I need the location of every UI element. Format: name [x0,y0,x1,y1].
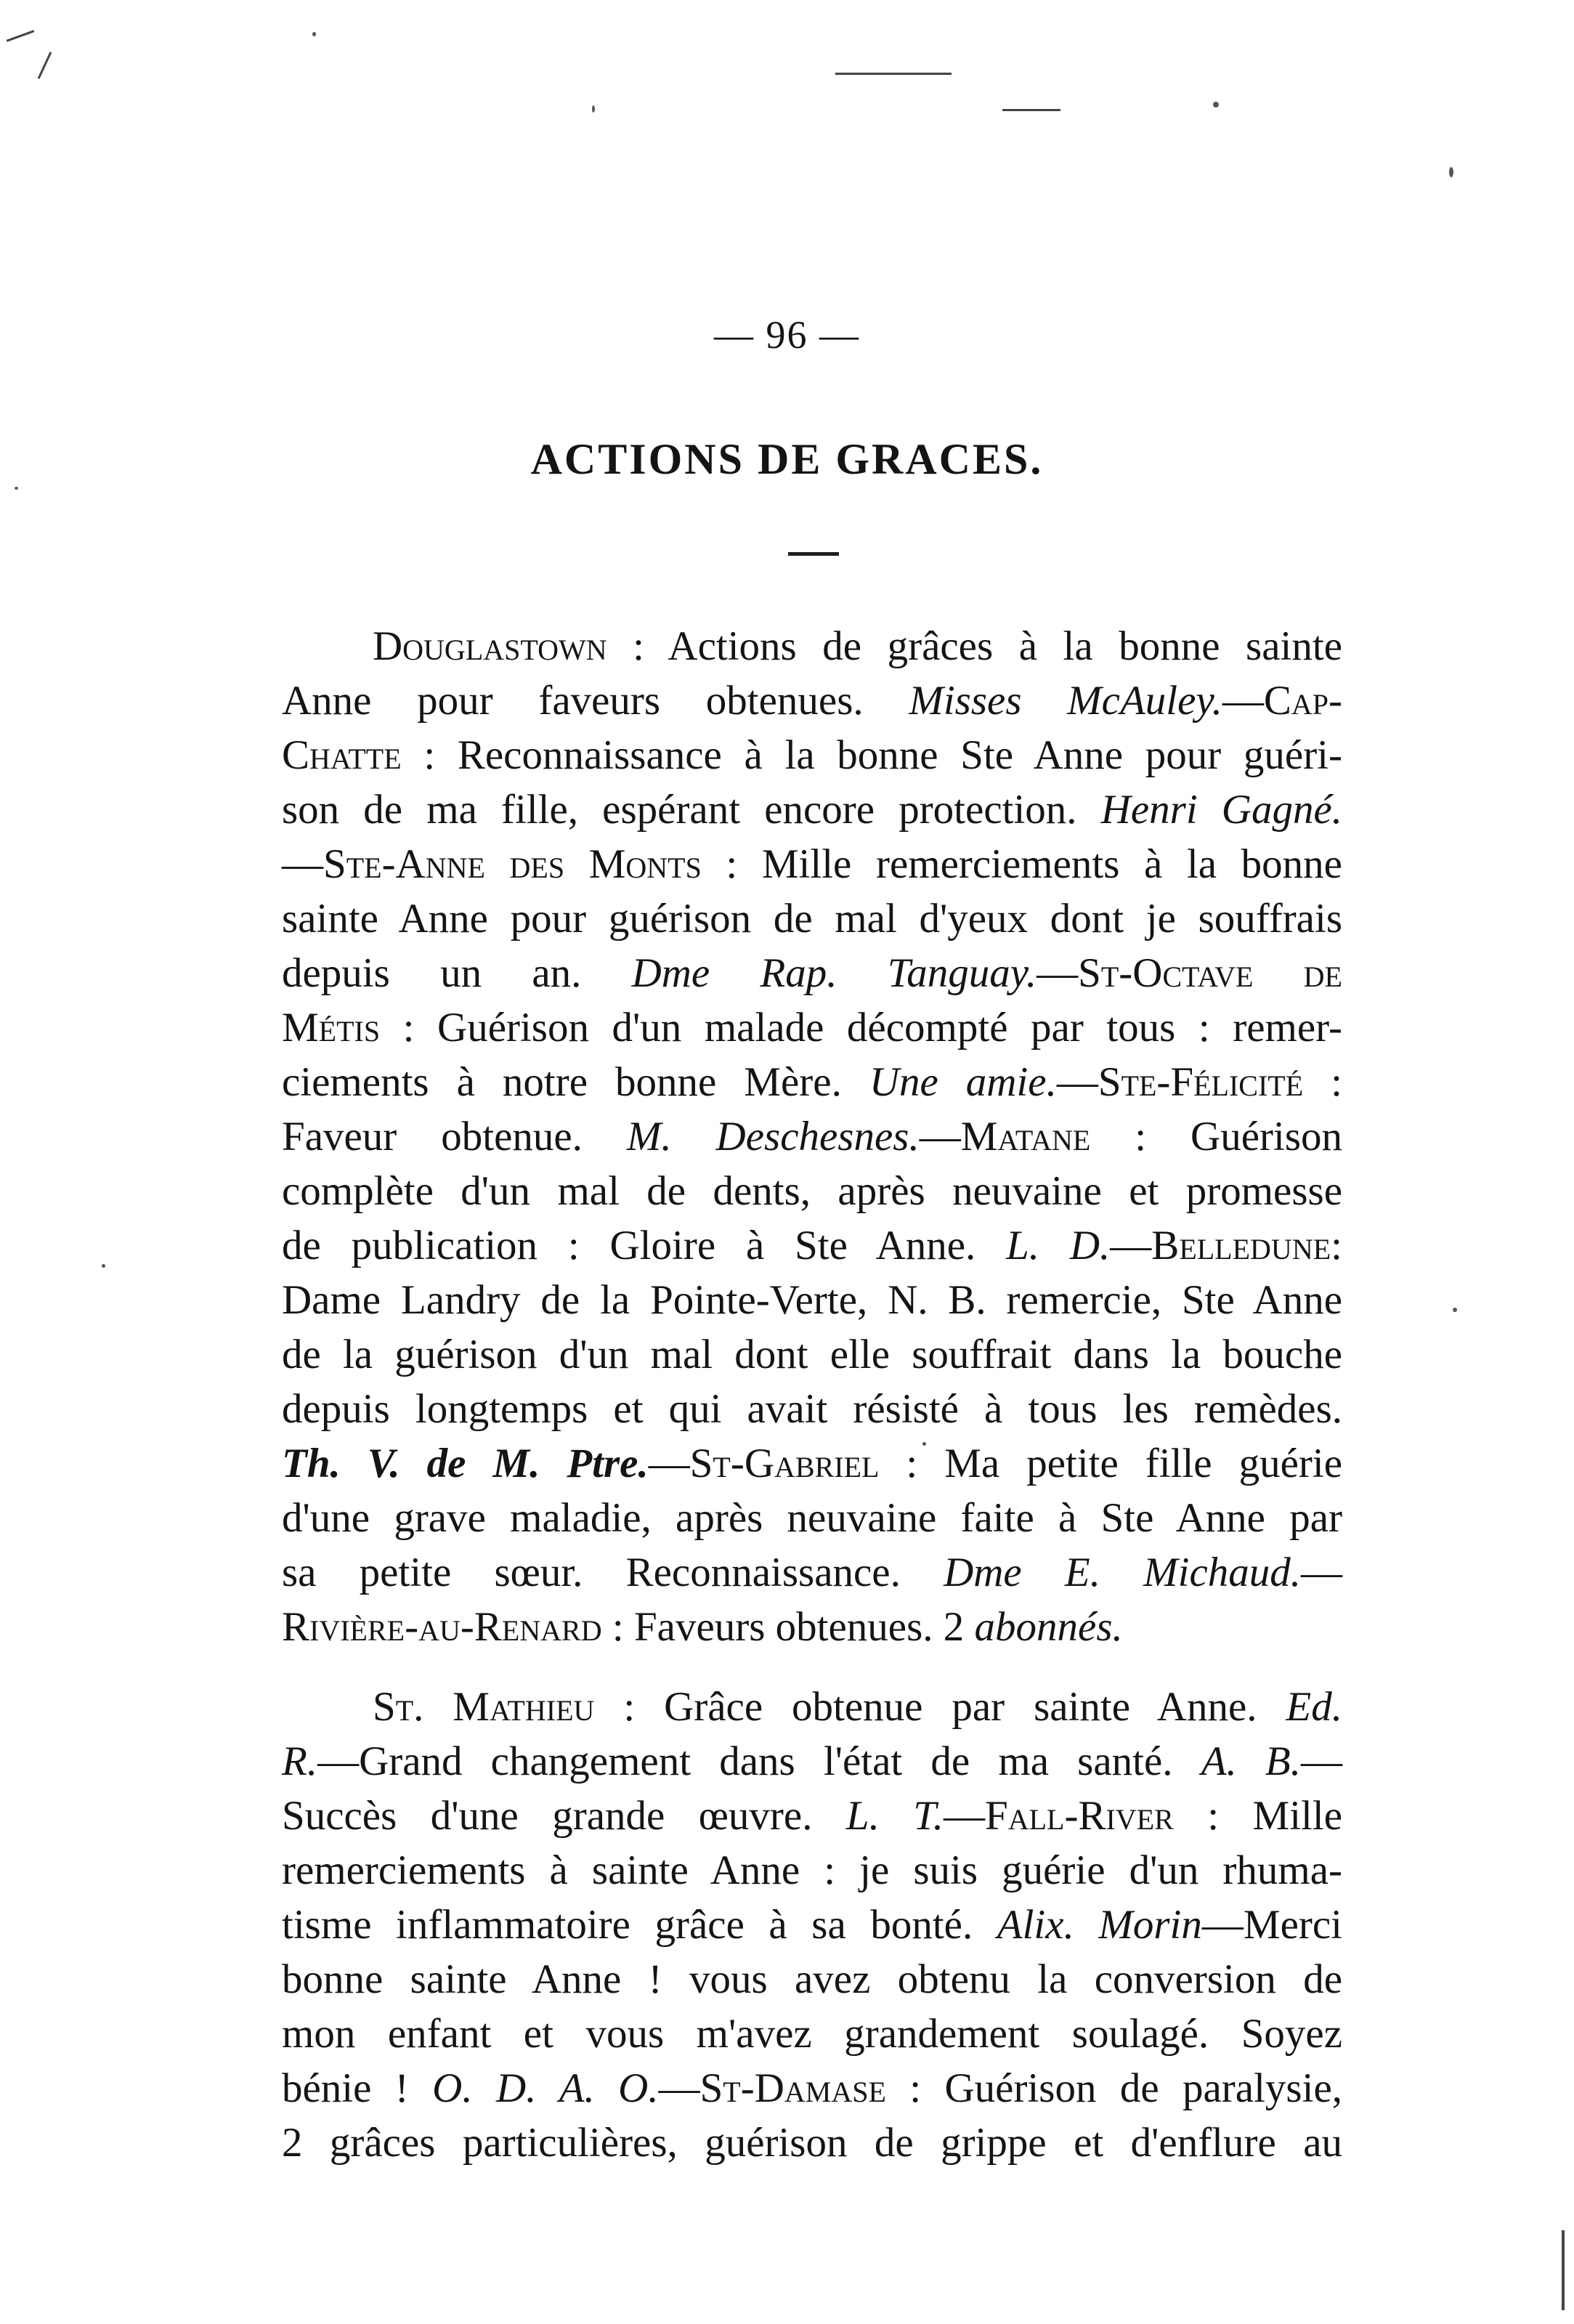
body-text: Faveur obtenue. [282,1114,627,1159]
body-text: — [944,1793,986,1839]
text-line [282,1327,1342,1382]
place-name: Belledune [1151,1223,1331,1268]
text-line [282,1600,1342,1654]
place-name: St-Damase [699,2065,886,2111]
text-line [282,891,1342,946]
text-line [282,1382,1342,1436]
place-name: St. Mathieu [373,1684,595,1730]
body-text: — [658,2065,700,2111]
text-line [282,619,1342,673]
place-name: Cap- [1263,678,1342,724]
body-text: — [1301,1550,1343,1595]
signature: O. D. A. O. [432,2065,659,2111]
speck [1453,1308,1457,1312]
body-text: : Mille [1173,1793,1343,1839]
text-line [282,2007,1342,2061]
body-text: bénie ! [282,2065,433,2111]
place-name: Fall-River [985,1793,1174,1839]
page-title: ACTIONS DE GRACES. [530,435,1044,483]
body-text: : Mille remerciements à la bonne [701,841,1342,887]
body-text: Anne pour faveurs obtenues. [282,678,909,724]
place-name: St-Gabriel [689,1441,880,1486]
text-line [282,1843,1342,1898]
body-text: ciements à notre bonne Mère. [282,1059,869,1105]
body-text: — [1037,950,1079,996]
body-text: — [1110,1223,1152,1268]
body-text: : Grâce obtenue par sainte Anne. [594,1684,1286,1730]
speck [312,32,316,36]
signature: L. D. [1006,1223,1111,1268]
place-name: Douglastown [373,623,607,669]
place-name: Métis [282,1005,381,1050]
body-text: sa petite sœur. Reconnaissance. [282,1550,944,1595]
place-name: Matane [960,1114,1091,1159]
body-text: — [648,1441,690,1486]
speck [1213,102,1219,108]
text-line [282,837,1342,891]
body-text: Succès d'une grande œuvre. [282,1793,846,1839]
signature: Henri Gagné. [1100,787,1342,833]
paragraph [282,619,1342,1654]
title-divider [788,552,839,556]
text-line [282,1680,1342,1734]
body-text: de publication : Gloire à Ste Anne. [282,1223,1007,1268]
place-name: Rivière-au-Renard [282,1604,602,1650]
text-line [282,1164,1342,1218]
text-line [282,1952,1342,2007]
signature: abonnés. [974,1604,1123,1650]
text-line [282,782,1342,837]
body-text: sainte Anne pour guérison de mal d'yeux dont je souffrais [282,896,1342,942]
text-line [282,1789,1342,1843]
body-text: : [1303,1059,1342,1105]
paragraph [282,1680,1342,2170]
signature: Dme Rap. Tanguay. [631,950,1037,996]
body-text: remerciements à sainte Anne : je suis guérie d'un rhuma- [282,1847,1342,1893]
body-text: depuis un an. [282,950,632,996]
body-text: : [1331,1223,1342,1268]
body-text: complète d'un mal de dents, après neuvaine et promesse [282,1168,1342,1214]
speck [15,487,18,490]
text-line [282,728,1342,782]
place-name: St-Octave de [1078,950,1342,996]
signature: R. [282,1738,318,1784]
body-text: —Merci [1201,1902,1342,1948]
body-text: de la guérison d'un mal dont elle souffrait dans la bouche [282,1332,1342,1377]
scan-mark [7,30,35,41]
body-text: : Faveurs obtenues. 2 [601,1604,975,1650]
text-line [282,1218,1342,1273]
text-line [282,1000,1342,1055]
scan-mark [38,52,52,79]
place-name: Ste-Anne des Monts [323,841,702,887]
text-line [282,1734,1342,1789]
body-text: : Actions de grâces à la bonne sainte [607,623,1342,669]
body-text: depuis longtemps et qui avait résisté à tous les remèdes. [282,1386,1342,1432]
scan-mark [835,73,952,75]
speck [592,105,595,113]
signature: Dme E. Michaud. [944,1550,1302,1595]
body-text: mon enfant et vous m'avez grandement soulagé. Soyez [282,2011,1342,2057]
body-text: — [282,841,323,887]
body-text: — [919,1114,961,1159]
page-number: — 96 — [714,313,860,357]
signature: Alix. Morin [997,1902,1202,1948]
body-text: —Grand changement dans l'état de ma santé. [317,1738,1201,1784]
text-line [282,1898,1342,1952]
text-line [282,2116,1342,2170]
signature: Th. V. de M. Ptre. [282,1441,649,1486]
body-text: : Reconnaissance à la bonne Ste Anne pour guéri- [401,732,1342,778]
signature: L. T. [845,1793,944,1839]
text-line [282,1109,1342,1164]
body-text: tisme inflammatoire grâce à sa bonté. [282,1902,997,1948]
text-line [282,946,1342,1000]
body-text: 2 grâces particulières, guérison de grippe et d'enflure au [282,2120,1342,2166]
scan-mark [1562,2230,1565,2310]
body-text: Dame Landry de la Pointe-Verte, N. B. remercie, Ste Anne [282,1277,1342,1323]
body-text: : Ma petite fille guérie [879,1441,1342,1486]
signature: Misses McAuley. [909,678,1222,724]
signature: M. Deschesnes. [626,1114,920,1159]
text-line [282,1436,1342,1491]
place-name: Chatte [282,732,402,778]
speck [102,1264,105,1268]
scan-mark [1002,109,1060,111]
body-text: — [1222,678,1264,724]
text-line [282,673,1342,728]
body-text: d'une grave maladie, après neuvaine faite à Ste Anne par [282,1495,1342,1541]
signature: Ed. [1286,1684,1342,1730]
signature: Une amie. [869,1059,1057,1105]
body-text: : Guérison [1090,1114,1342,1159]
speck [1449,167,1453,177]
text-line [282,1273,1342,1327]
body-text: : Guérison de paralysie, [885,2065,1342,2111]
place-name: Ste-Félicité [1098,1059,1304,1105]
body-text: bonne sainte Anne ! vous avez obtenu la conversion de [282,1956,1342,2002]
body-text: — [1056,1059,1098,1105]
text-line [282,1491,1342,1545]
text-line [282,2061,1342,2116]
signature: A. B. [1201,1738,1302,1784]
text-line [282,1545,1342,1600]
body-text: — [1301,1738,1343,1784]
body-text: son de ma fille, espérant encore protection. [282,787,1101,833]
body-text: : Guérison d'un malade décompté par tous : remer- [380,1005,1342,1050]
text-line [282,1055,1342,1109]
